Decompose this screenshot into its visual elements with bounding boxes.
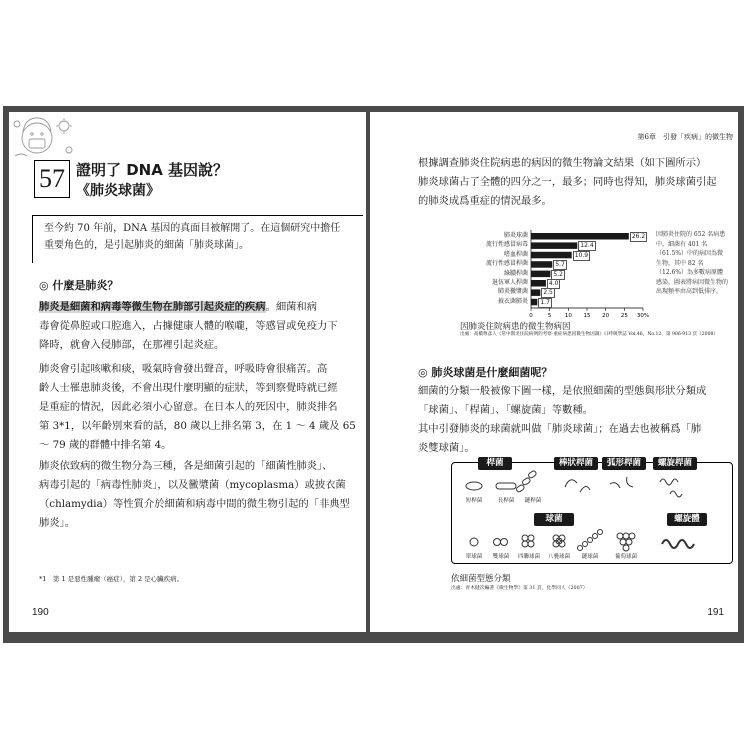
body-text-run: 。細菌和病 <box>265 301 318 313</box>
chart-value-label: 2.5 <box>543 289 553 297</box>
body-line: 是重症的情況，因此必須小心留意。在日本人的死因中，肺炎排名 <box>39 401 338 413</box>
intro-line: 至今約 70 年前，DNA 基因的真面目被解開了。在這個研究中擔任 <box>44 223 341 234</box>
rod-type-label: 長桿菌 <box>497 498 515 504</box>
left-page <box>9 112 366 632</box>
chart-x-tick-label: 0 <box>529 313 533 319</box>
spiral-rod-shape <box>660 479 682 497</box>
long-rod-shape <box>496 483 516 489</box>
chart-side-note: 因肺炎住院的 652 名病患中，細菌有 401 名（61.5%）中的病因為微生物，其中 82 名（12.6%）為多數病原體感染。圖表將病因微生物的出現頻率由高到低排序。 <box>656 231 729 295</box>
tetracoccus-shape <box>522 535 534 547</box>
body-paragraph-2 <box>39 360 364 455</box>
coccus-type-label: 雙球菌 <box>492 554 510 560</box>
body-line: 毒會從鼻腔或口腔進入，占據健康人體的喉嚨，等感冒或免疫力下 <box>39 320 338 332</box>
highlighted-definition: 肺炎是細菌和病毒等微生物在肺部引起炎症的疾病 <box>39 301 266 313</box>
label-spiral: 螺旋體 <box>667 513 707 526</box>
body-line: 根據調查肺炎住院病患的病因的微生物論文結果（如下圖所示） <box>418 157 707 169</box>
body-line: 肺炎」。 <box>39 517 76 529</box>
section-number: 57 <box>39 164 65 193</box>
chart-x-tick-label: 30% <box>636 313 650 319</box>
body-paragraph-3 <box>39 457 364 533</box>
article-subtitle: 《肺炎球菌》 <box>76 183 160 199</box>
chart-caption: 因肺炎住院病患的微生物病因 <box>460 322 571 332</box>
label-rod: 桿菌 <box>478 457 512 470</box>
page-number-right: 191 <box>707 607 724 618</box>
article-title: 證明了 DNA 基因說？ <box>76 161 229 179</box>
coccus-type-label: 葡萄球菌 <box>614 554 637 560</box>
chart-category-label: 綠膿桿菌 <box>503 269 528 277</box>
section-number-box <box>34 160 70 198</box>
diagram-caption: 依細菌型態分類 <box>451 574 511 584</box>
chart-category-label: 肺炎黴漿菌 <box>497 288 528 296</box>
intro-text <box>44 220 364 254</box>
spirochete-shape <box>662 540 694 548</box>
sarcina-shape <box>553 535 565 547</box>
body-line: 細菌的分類一般被像下圖一樣，是依照細菌的型態與形狀分類成 <box>418 385 707 397</box>
chart-value-label: 26.2 <box>631 233 646 240</box>
body-line: ～ 79 歲的群體中排名第 4。 <box>39 439 172 451</box>
staphylococcus-shape <box>617 533 635 551</box>
chart-category-label: 嗜血桿菌 <box>503 250 528 258</box>
chart-value-label: 10.9 <box>574 251 589 259</box>
body-line: 肺炎球菌占了全體的四分之一，最多；同時也得知，肺炎球菌引起 <box>418 176 717 188</box>
short-rod-shape <box>466 482 482 490</box>
body-line: 第 3*1，以年齡別來看的話，80 歲以上排名第 3，在 1 ～ 4 歲及 65 <box>39 420 356 432</box>
body-line: 的肺炎成爲重症的情況最多。 <box>418 195 552 207</box>
label-spiral-rod: 螺旋桿菌 <box>653 457 697 470</box>
label-filament: 棒狀桿菌 <box>554 457 598 470</box>
chart-x-tick-label: 25 <box>620 313 628 319</box>
chart-value-label: 5.2 <box>553 270 563 278</box>
coccus-type-label: 鏈球菌 <box>581 554 599 560</box>
coccus-type-label: 八疊球菌 <box>547 554 570 560</box>
body-line: 肺炎會引起咳嗽和痰，吸氣時會發出聲音，呼吸時會很痛苦。高 <box>39 363 328 375</box>
rod-type-label: 鏈桿菌 <box>524 498 542 504</box>
section-heading: ◎ 肺炎球菌是什麼細菌呢？ <box>418 366 553 379</box>
chart-value-label: 1.7 <box>540 298 550 306</box>
chart-category-label: 退伍軍人桿菌 <box>491 279 528 286</box>
coccus-type-label: 單球菌 <box>465 554 483 560</box>
chart-value-label: 5.7 <box>555 261 565 269</box>
chart-source: 出處：高橋尊彥人《常中期炎住院病例的考察·重症病患因微生物因調》日呼吸學誌 Vol.46，No.12，第 906-913 頁（2008） <box>460 332 719 337</box>
body-line: 炎雙球菌」。 <box>418 442 475 454</box>
chart-value-label: 4.0 <box>548 280 559 287</box>
body-line: 「球菌」、「桿菌」、「螺旋菌」等數種。 <box>418 404 594 416</box>
chart-x-tick-label: 20 <box>602 313 610 319</box>
page-number-left: 190 <box>32 607 49 618</box>
right-page <box>370 112 738 632</box>
intro-line: 重要角色的，是引起肺炎的細菌「肺炎球菌」。 <box>44 240 249 251</box>
curved-rod-shape <box>610 477 633 488</box>
chain-rod-shape <box>516 470 537 493</box>
filament-rod-shape <box>565 480 590 492</box>
streptococcus-shape <box>578 530 603 551</box>
single-coccus-shape <box>470 538 478 546</box>
running-header: 第6章 引發「疾病」的微生物 <box>637 133 733 141</box>
chart-category-label: 流行性感冒病毒 <box>485 241 528 249</box>
chart-category-label: 肺炎球菌 <box>503 232 528 239</box>
chart-category-label: 流行性感冒桿菌 <box>485 260 528 268</box>
chart-x-tick-label: 15 <box>583 313 591 319</box>
footnote: *1 第 1 是惡性腫瘤（癌症），第 2 是心臟疾病。 <box>39 575 184 583</box>
body-line: 肺炎依致病的微生物分為三種，各是細菌引起的「細菌性肺炎」、 <box>39 460 333 472</box>
diplococcus-shape <box>494 539 508 546</box>
chart-x-tick-label: 5 <box>547 313 552 319</box>
rod-type-label: 短桿菌 <box>465 498 483 504</box>
coccus-type-label: 四聯球菌 <box>517 554 540 560</box>
body-paragraph-1 <box>39 298 364 355</box>
label-coccus: 球菌 <box>534 513 574 526</box>
chart-x-tick-label: 10 <box>564 313 572 319</box>
body-line: 齡人士罹患肺炎後，不會出現什麼明顯的症狀，等到察覺時就已經 <box>39 382 338 394</box>
section-heading: ◎ 什麼是肺炎？ <box>39 279 119 292</box>
label-curved: 弧形桿菌 <box>602 457 646 470</box>
body-line: 其中引發肺炎的球菌就叫做「肺炎球菌」；在過去也被稱爲「肺 <box>418 423 702 435</box>
body-line: 病毒引起的「病毒性肺炎」，以及黴漿菌（mycoplasma）或披衣菌 <box>39 479 346 491</box>
chart-value-label: 12.4 <box>580 242 594 250</box>
chart-category-label: 披衣菌肺炎 <box>497 297 528 305</box>
body-line: （chlamydia）等性質介於細菌和病毒中間的微生物引起的「非典型 <box>39 498 350 510</box>
body-line: 降時，就會入侵肺部，在那裡引起炎症。 <box>39 339 225 351</box>
diagram-source: 出處：青木健次編著《微生物學》第 31 頁，化學同人（2007） <box>451 586 588 591</box>
